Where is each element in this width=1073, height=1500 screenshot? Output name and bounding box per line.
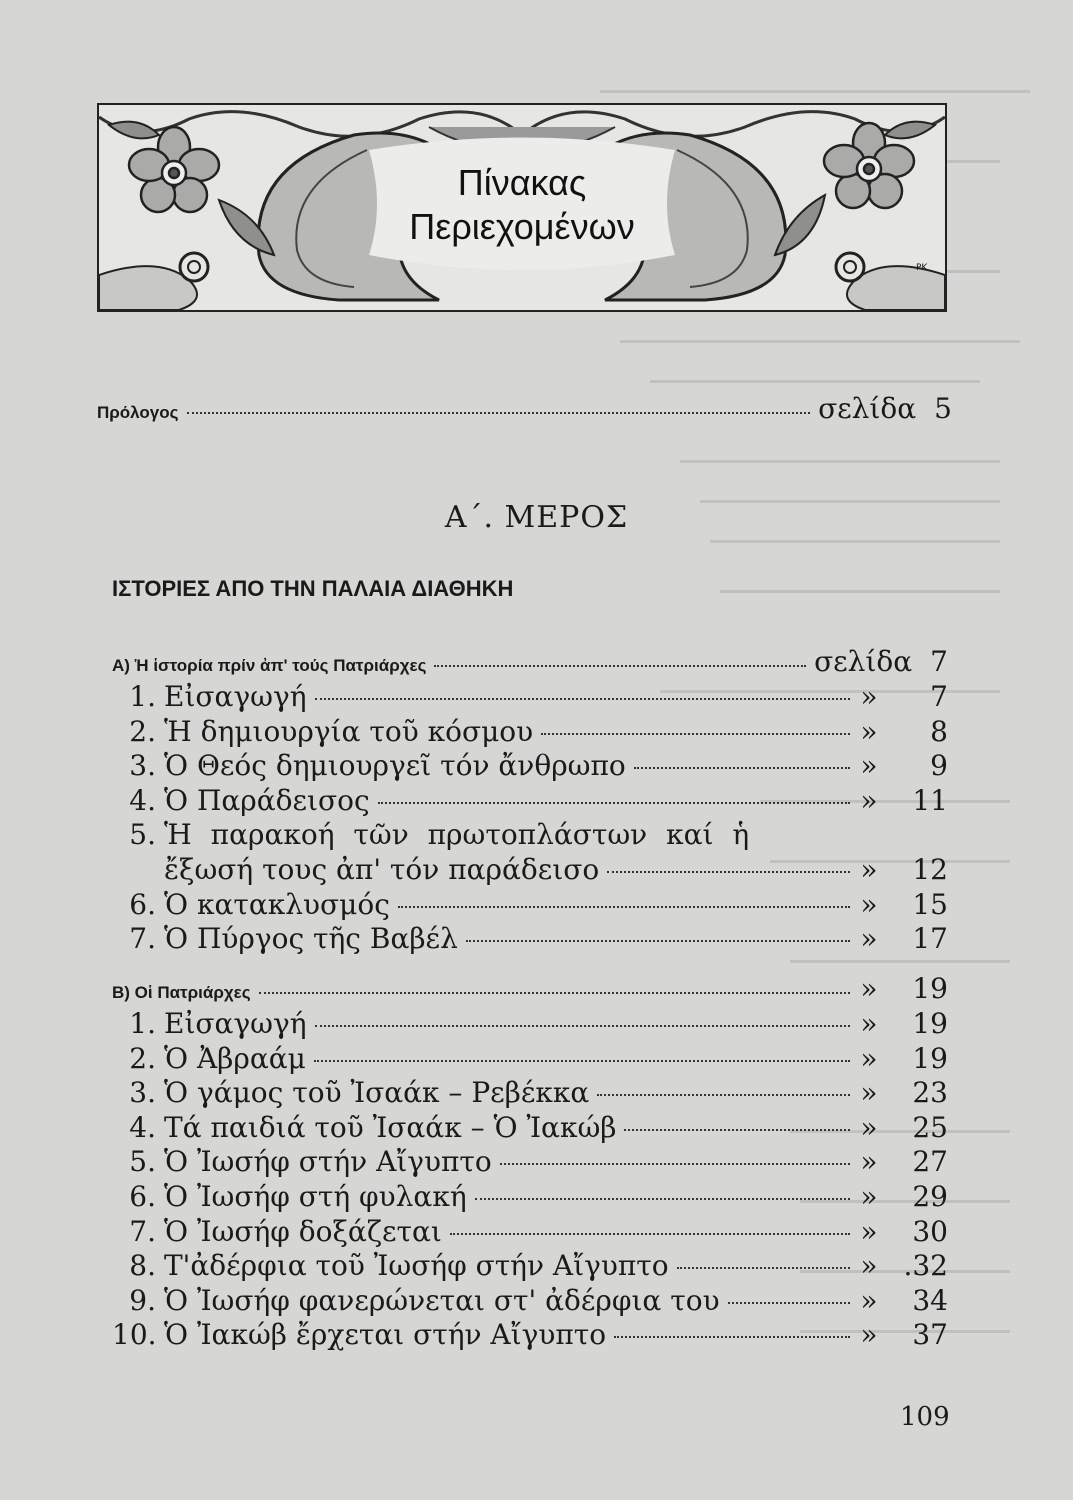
toc-entry[interactable]: [112, 1007, 948, 1042]
group-a-entries: [112, 680, 948, 957]
page-number: 29: [912, 1179, 948, 1213]
entry-title: Εἰσαγωγή: [164, 1007, 307, 1040]
entry-number: 10.: [112, 1318, 157, 1352]
entry-title: Ὁ Πύργος τῆς Βαβέλ: [164, 922, 458, 956]
page-number: 15: [912, 887, 948, 921]
dot-leader: [607, 871, 850, 873]
dot-leader: [475, 1198, 850, 1200]
part-title: Α΄. ΜΕΡΟΣ: [444, 500, 629, 535]
page-word: σελίδα: [818, 392, 917, 425]
dot-leader: [315, 1025, 850, 1027]
page-number: 19: [912, 1007, 948, 1040]
entry-number: 7.: [129, 922, 156, 956]
banner-title-line1: Πίνακας: [457, 162, 587, 203]
entry-number: 3.: [129, 1076, 156, 1110]
dot-leader: [614, 1336, 850, 1338]
toc-entry[interactable]: [112, 818, 948, 853]
ditto-mark: »: [860, 1041, 878, 1075]
page-number: 11: [912, 783, 948, 817]
toc-entry[interactable]: [112, 1111, 948, 1146]
page-number: 19: [912, 972, 948, 1005]
page-number: 34: [912, 1283, 948, 1317]
group-a-heading[interactable]: [112, 645, 948, 681]
dot-leader: [315, 698, 850, 700]
entry-number: 3.: [129, 749, 156, 783]
entry-number: 5.: [129, 818, 156, 852]
toc-entry[interactable]: [112, 1145, 948, 1180]
ditto-mark: »: [860, 1318, 878, 1352]
dot-leader: [466, 940, 850, 942]
dot-leader: [398, 906, 850, 908]
dot-leader: [378, 802, 850, 804]
toc-entry-prologue[interactable]: [97, 392, 952, 432]
ditto-mark: »: [860, 1214, 878, 1248]
page-number: 7: [930, 645, 948, 678]
toc-entry[interactable]: [112, 749, 948, 784]
entry-title: Ὁ Ἰωσήφ δοξάζεται: [164, 1214, 442, 1248]
entry-title: Ὁ Ἰωσήφ φανερώνεται στ' ἀδέρφια του: [164, 1283, 720, 1317]
ditto-mark: »: [860, 1145, 878, 1179]
entry-title: Εἰσαγωγή: [164, 680, 307, 713]
entry-title-continued: ἔξωσή τους ἀπ' τόν παράδεισο: [164, 852, 600, 886]
dot-leader: [634, 767, 850, 769]
entry-number: 4.: [129, 1110, 156, 1144]
entry-number: 6.: [129, 1179, 156, 1213]
entry-title: Ὁ κατακλυσμός: [164, 887, 390, 921]
page-number: 5: [934, 392, 952, 425]
dot-leader: [259, 992, 850, 994]
ditto-mark: »: [860, 1283, 878, 1317]
entry-title: Ἡ παρακοή τῶν πρωτοπλάστων καί ἡ: [164, 818, 750, 852]
ditto-mark: »: [860, 922, 878, 956]
ditto-mark: »: [860, 1007, 878, 1040]
toc-entry[interactable]: [112, 680, 948, 715]
entry-title: Ὁ Ἰωσήφ στή φυλακή: [164, 1179, 467, 1213]
ditto-mark: »: [860, 972, 878, 1005]
toc-entry[interactable]: [112, 1318, 948, 1353]
page-number: 23: [912, 1076, 948, 1110]
page-number: 12: [912, 852, 948, 886]
entry-number: 8.: [129, 1249, 156, 1283]
title-banner: [97, 103, 947, 312]
toc-entry[interactable]: [112, 1042, 948, 1077]
entry-title: Ὁ γάμος τοῦ Ἰσαάκ – Ρεβέκκα: [164, 1076, 590, 1110]
page-word: σελίδα: [814, 645, 913, 678]
artist-signature: PK: [916, 263, 928, 273]
toc-entry[interactable]: [112, 888, 948, 923]
ditto-mark: »: [860, 1249, 878, 1283]
entry-number: 6.: [129, 887, 156, 921]
page-number: 17: [912, 922, 948, 956]
ditto-mark: »: [860, 714, 878, 748]
toc-entry[interactable]: [112, 922, 948, 957]
entry-number: 2.: [129, 1041, 156, 1075]
page-number: 8: [930, 714, 948, 748]
ditto-mark: »: [860, 749, 878, 783]
ditto-mark: »: [860, 1179, 878, 1213]
page-number: 9: [930, 749, 948, 783]
dot-leader: [597, 1094, 850, 1096]
entry-title: Ὁ Παράδεισος: [164, 783, 370, 817]
entry-number: 2.: [129, 714, 156, 748]
ditto-mark: »: [860, 1110, 878, 1144]
page-number: 37: [912, 1318, 948, 1352]
dot-leader: [624, 1129, 850, 1131]
section-title: ΙΣΤΟΡΙΕΣ ΑΠΟ ΤΗΝ ΠΑΛΑΙΑ ΔΙΑΘΗΚΗ: [112, 576, 514, 601]
group-b-entries: [112, 1007, 948, 1353]
page-number: 7: [930, 680, 948, 713]
entry-title: Ὁ Ἀβραάμ: [164, 1041, 306, 1075]
dot-leader: [434, 665, 806, 667]
toc-entry[interactable]: [112, 1284, 948, 1319]
entry-number: 1.: [129, 680, 156, 713]
dot-leader: [677, 1267, 850, 1269]
page-number: 30: [912, 1214, 948, 1248]
page-number: .32: [903, 1249, 948, 1283]
entry-title: Ὁ Θεός δημιουργεῖ τόν ἄνθρωπο: [164, 749, 626, 783]
dot-leader: [500, 1163, 850, 1165]
toc-entry[interactable]: [112, 1076, 948, 1111]
group-a-label: Α) Ἡ ἱστορία πρίν ἀπ' τούς Πατριάρχες: [112, 656, 427, 675]
ditto-mark: »: [860, 680, 878, 713]
page-number: 25: [912, 1110, 948, 1144]
dot-leader: [187, 412, 811, 414]
entry-number: 4.: [129, 783, 156, 817]
dot-leader: [314, 1060, 850, 1062]
page-number: 19: [912, 1041, 948, 1075]
entry-number: 5.: [129, 1145, 156, 1179]
group-b-heading[interactable]: [112, 972, 948, 1008]
page-number: 27: [912, 1145, 948, 1179]
entry-number: 7.: [129, 1214, 156, 1248]
entry-number: 9.: [129, 1283, 156, 1317]
toc-entry[interactable]: [112, 784, 948, 819]
group-b-label: Β) Οἱ Πατριάρχες: [112, 983, 251, 1002]
page-folio-number: 109: [900, 1402, 950, 1432]
ditto-mark: »: [860, 783, 878, 817]
ditto-mark: »: [860, 1076, 878, 1110]
toc-entry[interactable]: [112, 1180, 948, 1215]
entry-title: Τ'ἀδέρφια τοῦ Ἰωσήφ στήν Αἴγυπτο: [164, 1249, 669, 1283]
dot-leader: [541, 733, 850, 735]
dot-leader: [450, 1233, 850, 1235]
banner-title-line2: Περιεχομένων: [409, 206, 635, 247]
ditto-mark: »: [860, 852, 878, 886]
toc-entry[interactable]: [112, 1215, 948, 1250]
entry-title: Ὁ Ἰωσήφ στήν Αἴγυπτο: [164, 1145, 492, 1179]
toc-entry[interactable]: [112, 1249, 948, 1284]
entry-title: Ὁ Ἰακώβ ἔρχεται στήν Αἴγυπτο: [164, 1318, 607, 1352]
toc-entry[interactable]: [112, 715, 948, 750]
ditto-mark: »: [860, 887, 878, 921]
entry-title: Τά παιδιά τοῦ Ἰσαάκ – Ὁ Ἰακώβ: [164, 1110, 617, 1144]
dot-leader: [728, 1302, 850, 1304]
prologue-label: Πρόλογος: [97, 403, 179, 422]
entry-number: 1.: [129, 1007, 156, 1040]
toc-entry-continuation[interactable]: [112, 853, 948, 888]
entry-title: Ἡ δημιουργία τοῦ κόσμου: [164, 714, 534, 748]
